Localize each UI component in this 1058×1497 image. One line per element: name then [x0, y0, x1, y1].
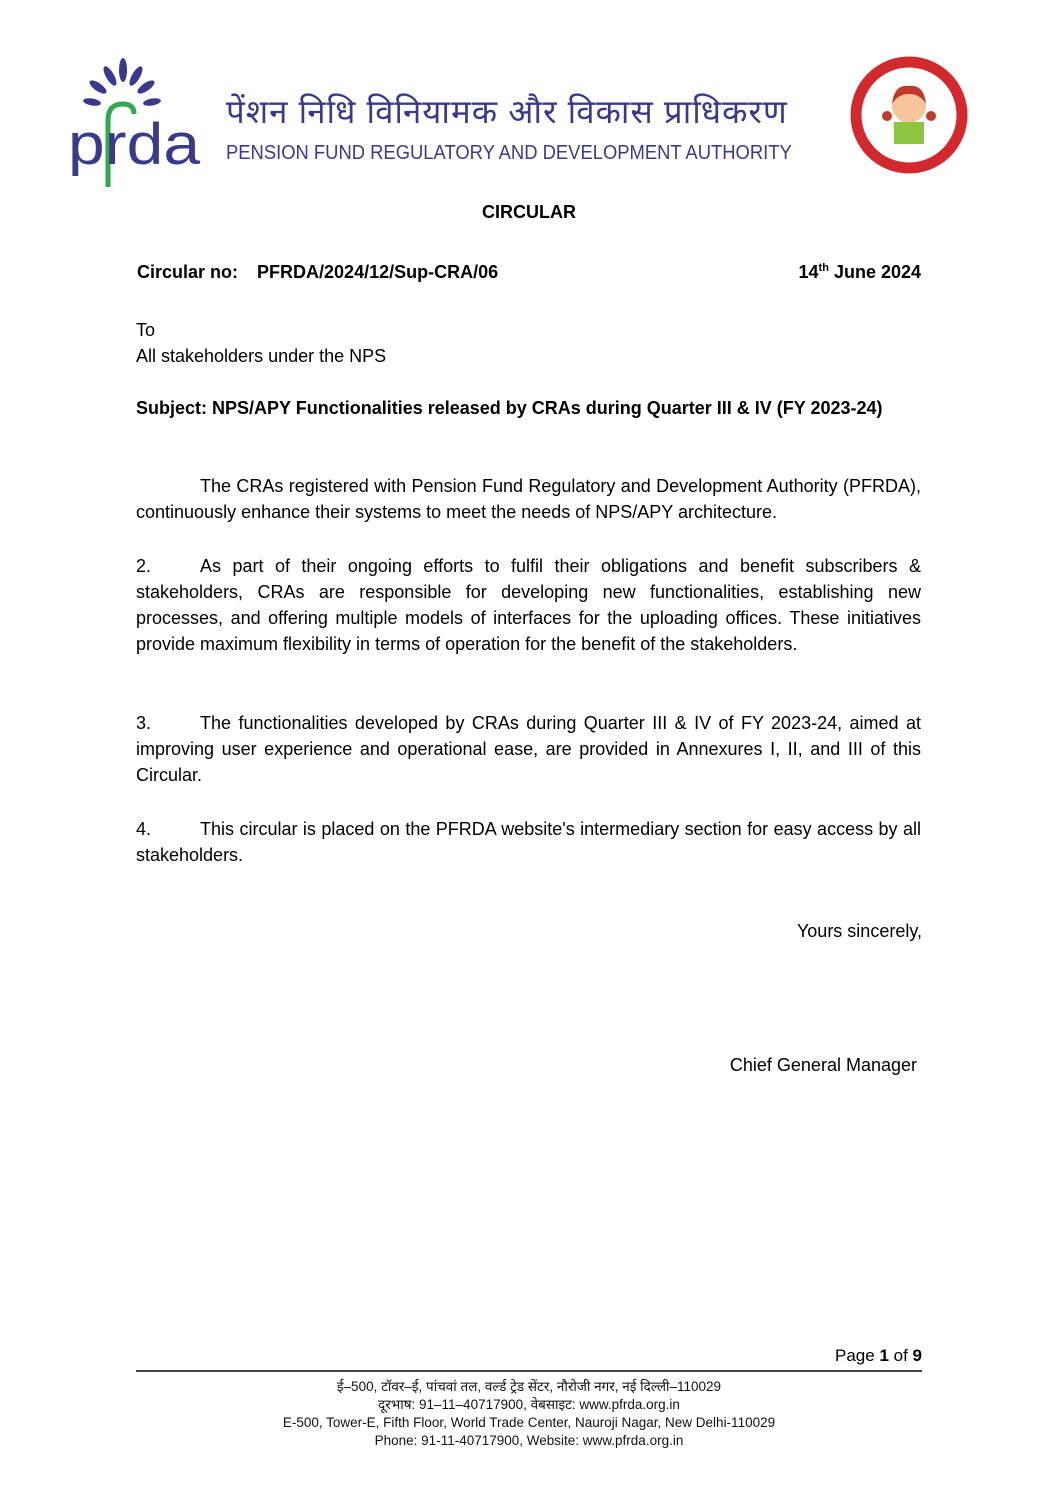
paragraph-text: As part of their ongoing efforts to fulfil their obligations and benefit subscribers & stakeholders, CRAs are responsible for developing new functionalities, establishing new processes, and offering multiple models of interfaces for the uploading offices. These initiatives provide maximum flexibility in terms of operation for the benefit of the stakeholders.: [136, 556, 921, 654]
paragraph-text: This circular is placed on the PFRDA website's intermediary section for easy access by all stakeholders.: [136, 819, 921, 865]
date-day: 14: [798, 262, 819, 282]
addressee: [136, 317, 921, 369]
closing: Yours sincerely,: [796, 921, 922, 941]
paragraph-number: 2.: [136, 556, 152, 576]
date-rest: June 2024: [828, 262, 921, 282]
english-contact: Phone: 91-11-40717900, Website: www.pfrda.org.in: [374, 1433, 684, 1448]
page-total: 9: [912, 1346, 922, 1365]
pfrda-logo: [68, 52, 203, 187]
footer-address: [0, 1378, 1058, 1450]
org-name-english: PENSION FUND REGULATORY AND DEVELOPMENT AUTHORITY: [226, 142, 792, 164]
paragraph-4: [136, 816, 921, 868]
paragraph-3: [136, 710, 921, 788]
paragraph-number: 3.: [136, 713, 152, 733]
page-current: 1: [879, 1346, 889, 1365]
date-suffix: th: [818, 262, 829, 274]
english-address: E-500, Tower-E, Fifth Floor, World Trade Center, Nauroji Nagar, New Delhi-110029: [282, 1415, 776, 1430]
circular-date: [799, 262, 921, 283]
page-number: [826, 1326, 922, 1366]
paragraph-text: The CRAs registered with Pension Fund Regulatory and Development Authority (PFRDA), continuously enhance their systems to meet the needs of NPS/APY architecture.: [136, 476, 921, 522]
document-title: CIRCULAR: [482, 202, 576, 222]
page-label: Page: [835, 1346, 880, 1365]
signatory: Chief General Manager: [729, 1055, 917, 1075]
paragraph-number: 4.: [136, 819, 152, 839]
svg-text:prda: prda: [68, 112, 201, 177]
paragraph-1: [136, 473, 921, 525]
beti-bachao-emblem: [850, 56, 968, 174]
circular-no: PFRDA/2024/12/Sup-CRA/06: [257, 262, 499, 282]
circular-no-label: Circular no:: [137, 262, 239, 282]
paragraph-text: The functionalities developed by CRAs during Quarter III & IV of FY 2023-24, aimed at improving user experience and operational ease, are provided in Annexures I, II, and III of this Circular.: [136, 713, 921, 785]
paragraph-2: [136, 553, 921, 657]
org-name-hindi: पेंशन निधि विनियामक और विकास प्राधिकरण: [226, 93, 788, 130]
page-of: of: [888, 1346, 913, 1365]
hindi-contact: दूरभाष: 91–11–40717900, वेबसाइट: www.pfrda.org.in: [378, 1397, 680, 1412]
to-label: To: [136, 320, 156, 340]
footer-divider: [136, 1370, 922, 1372]
circular-number-line: [137, 262, 498, 283]
subject: Subject: NPS/APY Functionalities released by CRAs during Quarter III & IV (FY 2023-24): [136, 398, 883, 418]
recipients: All stakeholders under the NPS: [136, 346, 387, 366]
hindi-address: ई–500, टॉवर–ई, पांचवां तल, वर्ल्ड ट्रेड सेंटर, नौरोजी नगर, नई दिल्ली–110029: [336, 1379, 722, 1394]
